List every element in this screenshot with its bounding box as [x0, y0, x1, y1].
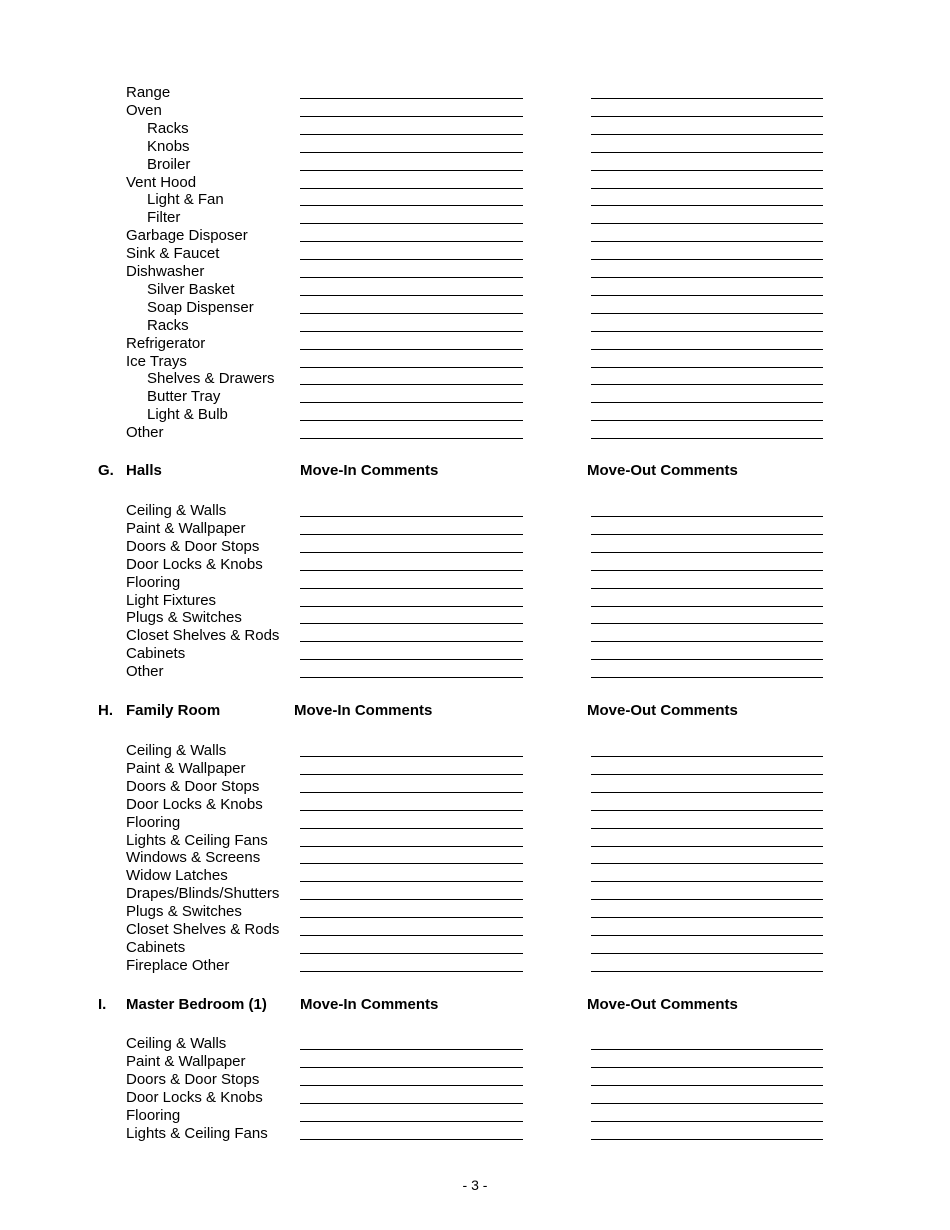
move-in-comment-line[interactable]	[300, 641, 523, 642]
move-out-comment-line[interactable]	[591, 367, 823, 368]
item-label: Sink & Faucet	[126, 245, 220, 263]
checklist-row	[0, 370, 950, 388]
move-out-comment-line[interactable]	[591, 588, 823, 589]
move-out-comment-line[interactable]	[591, 1139, 823, 1140]
item-label: Cabinets	[126, 645, 186, 663]
item-label: Garbage Disposer	[126, 227, 248, 245]
item-label: Knobs	[147, 137, 190, 155]
checklist-row	[0, 209, 950, 227]
move-in-comment-line[interactable]	[300, 534, 523, 535]
move-out-comment-line[interactable]	[591, 935, 823, 936]
item-label: Lights & Ceiling Fans	[126, 1124, 268, 1142]
item-label: Paint & Wallpaper	[126, 759, 246, 777]
section-title: Master Bedroom (1)	[126, 996, 267, 1013]
move-out-comment-line[interactable]	[591, 402, 823, 403]
move-out-comments-heading: Move-Out Comments	[587, 996, 738, 1013]
move-out-comment-line[interactable]	[591, 570, 823, 571]
item-label: Soap Dispenser	[147, 298, 254, 316]
move-out-comment-line[interactable]	[591, 828, 823, 829]
move-out-comment-line[interactable]	[591, 384, 823, 385]
checklist-row	[0, 645, 950, 663]
move-out-comment-line[interactable]	[591, 863, 823, 864]
item-label: Light & Bulb	[147, 406, 228, 424]
move-out-comment-line[interactable]	[591, 623, 823, 624]
move-out-comment-line[interactable]	[591, 1121, 823, 1122]
move-out-comment-line[interactable]	[591, 188, 823, 189]
move-in-comment-line[interactable]	[300, 1085, 523, 1086]
move-in-comment-line[interactable]	[300, 881, 523, 882]
checklist-row	[0, 353, 950, 371]
section-letter: H.	[98, 702, 113, 719]
move-out-comment-line[interactable]	[591, 1049, 823, 1050]
section-header	[0, 462, 950, 480]
move-out-comment-line[interactable]	[591, 917, 823, 918]
checklist-row	[0, 556, 950, 574]
move-in-comment-line[interactable]	[300, 367, 523, 368]
item-label: Broiler	[147, 155, 191, 173]
move-out-comment-line[interactable]	[591, 116, 823, 117]
item-label: Door Locks & Knobs	[126, 1088, 263, 1106]
checklist-row	[0, 299, 950, 317]
move-in-comment-line[interactable]	[300, 277, 523, 278]
move-out-comment-line[interactable]	[591, 792, 823, 793]
item-label: Racks	[147, 316, 189, 334]
checklist-row	[0, 1107, 950, 1125]
move-in-comment-line[interactable]	[300, 402, 523, 403]
checklist-row	[0, 281, 950, 299]
item-label: Other	[126, 663, 164, 681]
item-label: Flooring	[126, 813, 181, 831]
move-out-comment-line[interactable]	[591, 313, 823, 314]
item-label: Doors & Door Stops	[126, 777, 260, 795]
move-in-comment-line[interactable]	[300, 223, 523, 224]
move-in-comment-line[interactable]	[300, 1067, 523, 1068]
move-out-comment-line[interactable]	[591, 953, 823, 954]
move-in-comment-line[interactable]	[300, 828, 523, 829]
item-label: Light & Fan	[147, 191, 224, 209]
item-label: Drapes/Blinds/Shutters	[126, 885, 280, 903]
move-in-comment-line[interactable]	[300, 516, 523, 517]
checklist-row	[0, 885, 950, 903]
move-in-comment-line[interactable]	[300, 349, 523, 350]
move-out-comment-line[interactable]	[591, 152, 823, 153]
checklist-row	[0, 520, 950, 538]
item-label: Widow Latches	[126, 867, 228, 885]
move-in-comment-line[interactable]	[300, 810, 523, 811]
section-header	[0, 702, 950, 720]
move-in-comment-line[interactable]	[300, 917, 523, 918]
item-label: Dishwasher	[126, 263, 205, 280]
item-label: Racks	[147, 119, 189, 137]
item-label: Paint & Wallpaper	[126, 1052, 246, 1070]
checklist-row	[0, 156, 950, 174]
checklist-row	[0, 849, 950, 867]
checklist-row	[0, 921, 950, 939]
move-in-comment-line[interactable]	[300, 1049, 523, 1050]
move-out-comments-heading: Move-Out Comments	[587, 702, 738, 719]
move-out-comment-line[interactable]	[591, 205, 823, 206]
move-in-comment-line[interactable]	[300, 420, 523, 421]
move-in-comment-line[interactable]	[300, 677, 523, 678]
item-label: Ceiling & Walls	[126, 742, 227, 759]
move-out-comments-heading: Move-Out Comments	[587, 462, 738, 479]
move-out-comment-line[interactable]	[591, 641, 823, 642]
move-in-comment-line[interactable]	[300, 241, 523, 242]
move-in-comment-line[interactable]	[300, 552, 523, 553]
move-in-comment-line[interactable]	[300, 935, 523, 936]
item-label: Filter	[147, 209, 181, 227]
checklist-row	[0, 760, 950, 778]
section-title: Halls	[126, 462, 162, 479]
checklist-row	[0, 174, 950, 192]
item-label: Range	[126, 84, 171, 101]
move-in-comment-line[interactable]	[300, 1103, 523, 1104]
item-label: Fireplace Other	[126, 956, 230, 974]
move-in-comments-heading: Move-In Comments	[294, 702, 433, 719]
item-label: Windows & Screens	[126, 849, 261, 867]
item-label: Flooring	[126, 1106, 181, 1124]
item-label: Oven	[126, 101, 162, 119]
item-label: Silver Basket	[147, 280, 235, 298]
checklist-row	[0, 1089, 950, 1107]
move-in-comment-line[interactable]	[300, 899, 523, 900]
move-in-comment-line[interactable]	[300, 205, 523, 206]
move-out-comment-line[interactable]	[591, 659, 823, 660]
checklist-row	[0, 102, 950, 120]
move-in-comment-line[interactable]	[300, 953, 523, 954]
checklist-row	[0, 609, 950, 627]
move-in-comment-line[interactable]	[300, 659, 523, 660]
checklist-row	[0, 424, 950, 442]
move-in-comment-line[interactable]	[300, 295, 523, 296]
checklist-row	[0, 227, 950, 245]
checklist-row	[0, 627, 950, 645]
move-out-comment-line[interactable]	[591, 438, 823, 439]
move-in-comment-line[interactable]	[300, 188, 523, 189]
item-label: Ceiling & Walls	[126, 1035, 227, 1052]
item-label: Plugs & Switches	[126, 903, 242, 921]
move-out-comment-line[interactable]	[591, 677, 823, 678]
move-in-comments-heading: Move-In Comments	[300, 996, 439, 1013]
checklist-row	[0, 191, 950, 209]
checklist-row	[0, 120, 950, 138]
item-label: Door Locks & Knobs	[126, 555, 263, 573]
move-in-comment-line[interactable]	[300, 846, 523, 847]
move-out-comment-line[interactable]	[591, 1085, 823, 1086]
item-label: Paint & Wallpaper	[126, 519, 246, 537]
item-label: Other	[126, 424, 164, 442]
move-out-comment-line[interactable]	[591, 420, 823, 421]
move-in-comment-line[interactable]	[300, 863, 523, 864]
move-out-comment-line[interactable]	[591, 846, 823, 847]
checklist-row	[0, 663, 950, 681]
section-letter: G.	[98, 462, 114, 479]
item-label: Door Locks & Knobs	[126, 795, 263, 813]
move-in-comment-line[interactable]	[300, 1121, 523, 1122]
move-out-comment-line[interactable]	[591, 170, 823, 171]
move-in-comment-line[interactable]	[300, 116, 523, 117]
move-in-comment-line[interactable]	[300, 134, 523, 135]
item-label: Vent Hood	[126, 173, 197, 191]
move-out-comment-line[interactable]	[591, 899, 823, 900]
checklist-row	[0, 84, 950, 102]
move-out-comment-line[interactable]	[591, 810, 823, 811]
item-label: Closet Shelves & Rods	[126, 921, 280, 938]
checklist-row	[0, 796, 950, 814]
move-out-comment-line[interactable]	[591, 756, 823, 757]
move-out-comment-line[interactable]	[591, 774, 823, 775]
section-title: Family Room	[126, 702, 221, 719]
move-out-comment-line[interactable]	[591, 259, 823, 260]
checklist-row	[0, 1125, 950, 1143]
move-out-comment-line[interactable]	[591, 606, 823, 607]
item-label: Cabinets	[126, 938, 186, 956]
checklist-row	[0, 574, 950, 592]
move-out-comment-line[interactable]	[591, 516, 823, 517]
move-out-comment-line[interactable]	[591, 971, 823, 972]
checklist-row	[0, 1071, 950, 1089]
checklist-row	[0, 245, 950, 263]
move-out-comment-line[interactable]	[591, 349, 823, 350]
section-header	[0, 996, 950, 1014]
move-in-comment-line[interactable]	[300, 259, 523, 260]
checklist-row	[0, 1035, 950, 1053]
checklist-row	[0, 814, 950, 832]
item-label: Light Fixtures	[126, 591, 217, 609]
checklist-row	[0, 592, 950, 610]
item-label: Lights & Ceiling Fans	[126, 831, 268, 849]
checklist-row	[0, 335, 950, 353]
checklist-row	[0, 388, 950, 406]
page-number: - 3 -	[462, 1177, 488, 1193]
checklist-row	[0, 317, 950, 335]
move-out-comment-line[interactable]	[591, 241, 823, 242]
move-out-comment-line[interactable]	[591, 277, 823, 278]
move-in-comment-line[interactable]	[300, 313, 523, 314]
item-label: Ceiling & Walls	[126, 502, 227, 519]
move-in-comment-line[interactable]	[300, 588, 523, 589]
checklist-row	[0, 939, 950, 957]
item-label: Doors & Door Stops	[126, 1070, 260, 1088]
item-label: Shelves & Drawers	[147, 370, 275, 388]
move-in-comment-line[interactable]	[300, 971, 523, 972]
move-in-comment-line[interactable]	[300, 331, 523, 332]
checklist-row	[0, 406, 950, 424]
move-out-comment-line[interactable]	[591, 1067, 823, 1068]
move-in-comment-line[interactable]	[300, 170, 523, 171]
checklist-row	[0, 263, 950, 281]
item-label: Refrigerator	[126, 334, 206, 352]
item-label: Closet Shelves & Rods	[126, 627, 280, 645]
move-out-comment-line[interactable]	[591, 552, 823, 553]
move-out-comment-line[interactable]	[591, 1103, 823, 1104]
move-out-comment-line[interactable]	[591, 881, 823, 882]
checklist-row	[0, 903, 950, 921]
move-out-comment-line[interactable]	[591, 534, 823, 535]
move-out-comment-line[interactable]	[591, 331, 823, 332]
move-out-comment-line[interactable]	[591, 223, 823, 224]
checklist-row	[0, 832, 950, 850]
move-out-comment-line[interactable]	[591, 134, 823, 135]
move-in-comment-line[interactable]	[300, 623, 523, 624]
checklist-row	[0, 1053, 950, 1071]
move-in-comment-line[interactable]	[300, 606, 523, 607]
move-in-comment-line[interactable]	[300, 792, 523, 793]
item-label: Ice Trays	[126, 352, 187, 370]
checklist-row	[0, 742, 950, 760]
move-out-comment-line[interactable]	[591, 98, 823, 99]
section-letter: I.	[98, 996, 107, 1013]
move-in-comment-line[interactable]	[300, 438, 523, 439]
checklist-row	[0, 538, 950, 556]
checklist-row	[0, 778, 950, 796]
item-label: Plugs & Switches	[126, 609, 242, 627]
checklist-row	[0, 502, 950, 520]
checklist-row	[0, 138, 950, 156]
move-in-comment-line[interactable]	[300, 98, 523, 99]
item-label: Doors & Door Stops	[126, 537, 260, 555]
move-in-comment-line[interactable]	[300, 774, 523, 775]
move-out-comment-line[interactable]	[591, 295, 823, 296]
checklist-row	[0, 957, 950, 975]
move-in-comment-line[interactable]	[300, 384, 523, 385]
move-in-comment-line[interactable]	[300, 1139, 523, 1140]
move-in-comment-line[interactable]	[300, 756, 523, 757]
move-in-comment-line[interactable]	[300, 152, 523, 153]
item-label: Flooring	[126, 573, 181, 591]
item-label: Butter Tray	[147, 388, 221, 406]
checklist-row	[0, 867, 950, 885]
move-in-comment-line[interactable]	[300, 570, 523, 571]
move-in-comments-heading: Move-In Comments	[300, 462, 439, 479]
